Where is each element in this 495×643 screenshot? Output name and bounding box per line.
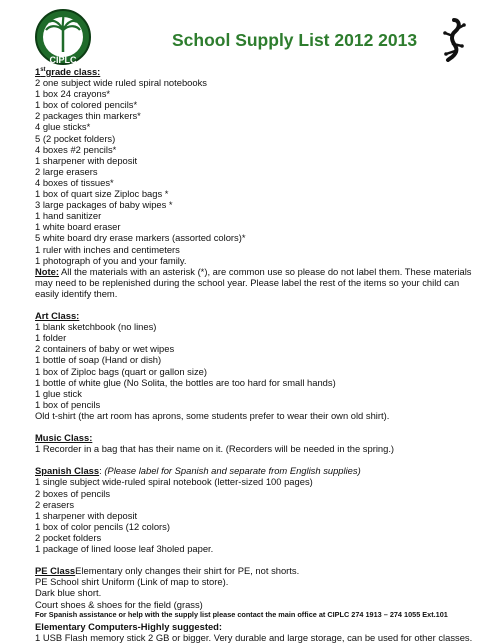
list-item: 2 boxes of pencils — [35, 487, 111, 499]
list-item: Dark blue short. — [35, 587, 102, 599]
list-item: 1 sharpener with deposit — [35, 509, 138, 521]
first-grade-heading: 1stgrade class: — [35, 66, 101, 77]
list-item: 1 bottle of white glue (No Solita, the bottles are too hard for small hands) — [35, 376, 336, 388]
art-list — [35, 321, 475, 421]
supply-list — [35, 66, 475, 643]
list-item: 1 blank sketchbook (no lines) — [35, 321, 157, 333]
list-item: 1 ruler with inches and centimeters — [35, 243, 180, 255]
list-item: 1 box 24 crayons* — [35, 88, 111, 100]
list-item: 2 large erasers — [35, 165, 98, 177]
list-item: 2 containers of baby or wet wipes — [35, 343, 175, 355]
list-item: 4 glue sticks* — [35, 121, 91, 133]
list-item: 1 sharpener with deposit — [35, 154, 138, 166]
spanish-list — [35, 476, 475, 554]
list-item: 1 bottle of soap (Hand or dish) — [35, 354, 162, 366]
list-item: 1 hand sanitizer — [35, 210, 102, 222]
list-item: 2 erasers — [35, 498, 75, 510]
list-item: PE School shirt Uniform (Link of map to store). — [35, 576, 229, 588]
list-item: 1 glue stick — [35, 387, 82, 399]
spanish-heading: Spanish Class: (Please label for Spanish and separate from English supplies) — [35, 465, 361, 477]
note-paragraph — [35, 266, 475, 299]
list-item: 1 box of quart size Ziploc bags * — [35, 188, 169, 200]
footer-contact: For Spanish assistance or help with the supply list please contact the main office at CIPLC 274 1913 – 274 1055 Ext.101 — [35, 610, 448, 619]
gecko-icon — [438, 16, 470, 62]
logo-text: CIPLC — [49, 55, 77, 65]
list-item: 5 white board dry erase markers (assorted colors)* — [35, 232, 246, 244]
list-item: 5 (2 pocket folders) — [35, 132, 116, 144]
school-logo — [34, 8, 92, 66]
computers-heading: Elementary Computers-Highly suggested: — [35, 620, 223, 632]
list-item: 1 box of color pencils (12 colors) — [35, 520, 170, 532]
list-item: 1 USB Flash memory stick 2 GB or bigger. Very durable and large storage, can be used for other classes. — [35, 631, 473, 643]
note-text: All the materials with an asterisk (*), are common use so please do not label them. These materials may need to be replenished during the school year. Please label the rest of the items so your child can easily identify them. — [35, 265, 472, 299]
list-item: Court shoes & shoes for the field (grass) — [35, 598, 203, 610]
list-item: Old t-shirt (the art room has aprons, some students prefer to wear their own old shirt). — [35, 409, 390, 421]
list-item: 1 folder — [35, 332, 67, 344]
art-heading: Art Class: — [35, 310, 80, 322]
list-item: 1 box of Ziploc bags (quart or gallon size) — [35, 365, 207, 377]
list-item: 1 photograph of you and your family. — [35, 254, 187, 266]
pe-heading: PE ClassElementary only changes their shirt for PE, not shorts. — [35, 565, 300, 577]
list-item: 1 box of pencils — [35, 398, 101, 410]
list-item: 1 white board eraser — [35, 221, 121, 233]
page-title: School Supply List 2012 2013 — [172, 30, 418, 50]
list-item: 2 one subject wide ruled spiral notebooks — [35, 77, 207, 89]
list-item: 2 packages thin markers* — [35, 110, 141, 122]
list-item: 2 pocket folders — [35, 531, 102, 543]
list-item: 1 Recorder in a bag that has their name on it. (Recorders will be needed in the spring.) — [35, 443, 395, 455]
list-item: 1 box of colored pencils* — [35, 99, 138, 111]
first-grade-list — [35, 77, 475, 266]
list-item: 1 package of lined loose leaf 3holed paper. — [35, 543, 214, 555]
note-label: Note: — [35, 265, 59, 277]
spanish-note: (Please label for Spanish and separate from English supplies) — [104, 465, 361, 477]
list-item: 4 boxes #2 pencils* — [35, 143, 117, 155]
pe-list — [35, 576, 475, 609]
list-item: 1 single subject wide-ruled spiral notebook (letter-sized 100 pages) — [35, 476, 313, 488]
list-item: 4 boxes of tissues* — [35, 176, 114, 188]
list-item: 3 large packages of baby wipes * — [35, 199, 173, 211]
music-heading: Music Class: — [35, 432, 93, 444]
